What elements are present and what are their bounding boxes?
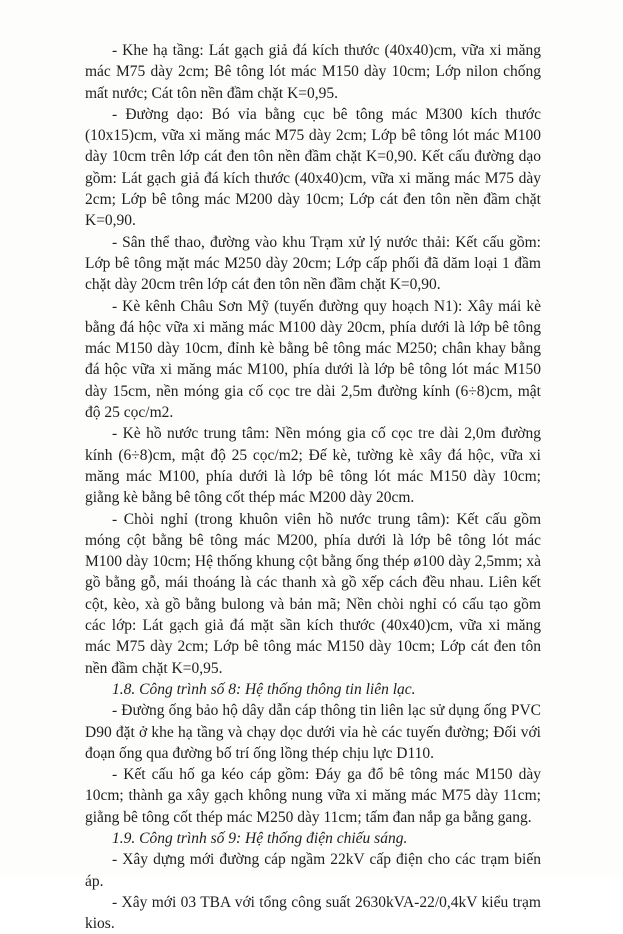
paragraph: - Xây dựng mới đường cáp ngầm 22kV cấp điện cho các trạm biến áp. — [85, 851, 541, 890]
paragraph: - Kết cấu hố ga kéo cáp gồm: Đáy ga đổ bê tông mác M150 dày 10cm; thành ga xây gạch không nung vữa xi măng mác M75 dày 11cm; giằng bê tông cốt thép mác M250 dày 11cm; tấm đan nắp ga bằng gang. — [85, 766, 541, 826]
paragraph: - Xây mới 03 TBA với tổng công suất 2630kVA-22/0,4kV kiểu trạm kios. — [85, 893, 541, 933]
paragraph: - Kè hồ nước trung tâm: Nền móng gia cố cọc tre dài 2,0m đường kính (6÷8)cm, mật độ 25 cọc/m2; Đế kè, tường kè xây đá hộc, vữa xi măng mác M100, phía dưới là lớp bê tông lót mác M150 dày 10cm; giằng kè bằng bê tông cốt thép mác M200 dày 20cm. — [85, 425, 541, 507]
paragraph: - Chòi nghỉ (trong khuôn viên hồ nước trung tâm): Kết cấu gồm móng cột bằng bê tông mác M200, phía dưới là lớp bê tông lót mác M100 dày 10cm; Hệ thống khung cột bằng ống thép ø100 dày 2,5mm; xà gồ bằng gỗ, mái thoáng là các thanh xà gồ xếp cách đều nhau. Liên kết cột, kèo, xà gồ bằng bulong và bản mã; Nền chòi nghỉ có cấu tạo gồm các lớp: Lát gạch giả đá mặt sần kích thước (40x40)cm, vữa xi măng mác M75 dày 2cm; Lớp bê tông mác M150 dày 10cm; Lớp cát đen tôn nền đầm chặt K=0,95. — [85, 510, 541, 677]
paragraph: - Đường dạo: Bó vỉa bằng cục bê tông mác M300 kích thước (10x15)cm, vữa xi măng mác M75 dày 2cm; Lớp bê tông lót mác M100 dày 10cm trên lớp cát đen tôn nền đầm chặt K=0,90. Kết cấu đường dạo gồm: Lát gạch giả đá kích thước (40x40)cm, vữa xi măng mác M75 dày 2cm; Lớp bê tông mác M200 dày 10cm; Lớp cát đen tôn nền đầm chặt K=0,90. — [85, 105, 541, 230]
section-heading: 1.8. Công trình số 8: Hệ thống thông tin liên lạc. — [112, 680, 416, 698]
paragraph: - Khe hạ tầng: Lát gạch giả đá kích thước (40x40)cm, vữa xi măng mác M75 dày 2cm; Bê tông lót mác M150 dày 10cm; Lớp nilon chống mất nước; Cát tôn nền đầm chặt K=0,95. — [85, 42, 541, 102]
paragraph: - Sân thể thao, đường vào khu Trạm xử lý nước thải: Kết cấu gồm: Lớp bê tông mặt mác M250 dày 20cm; Lớp cấp phối đã dăm loại 1 đầm chặt dày 20cm trên lớp cát đen tôn nền đầm chặt K=0,90. — [85, 233, 541, 294]
paragraph: - Kè kênh Châu Sơn Mỹ (tuyến đường quy hoạch N1): Xây mái kè bằng đá hộc vữa xi măng mác M100 dày 20cm, phía dưới là lớp bê tông mác M150 dày 10cm, đỉnh kè bằng bê tông mác M250; chân khay bằng đá hộc vữa xi măng mác M100, phía dưới là lớp bê tông lót mác M150 dày 15cm, nền móng gia cố cọc tre dài 2,5m đường kính (6÷8)cm, mật độ 25 cọc/m2. — [85, 297, 541, 422]
paragraph: - Đường ống bảo hộ dây dẫn cáp thông tin liên lạc sử dụng ống PVC D90 đặt ở khe hạ tầng và chạy dọc dưới vỉa hè các tuyến đường; Đối với đoạn ống qua đường bố trí ống lồng thép chịu lực D110. — [85, 702, 541, 762]
document-body — [85, 40, 541, 934]
section-heading: 1.9. Công trình số 9: Hệ thống điện chiếu sáng. — [112, 829, 408, 847]
